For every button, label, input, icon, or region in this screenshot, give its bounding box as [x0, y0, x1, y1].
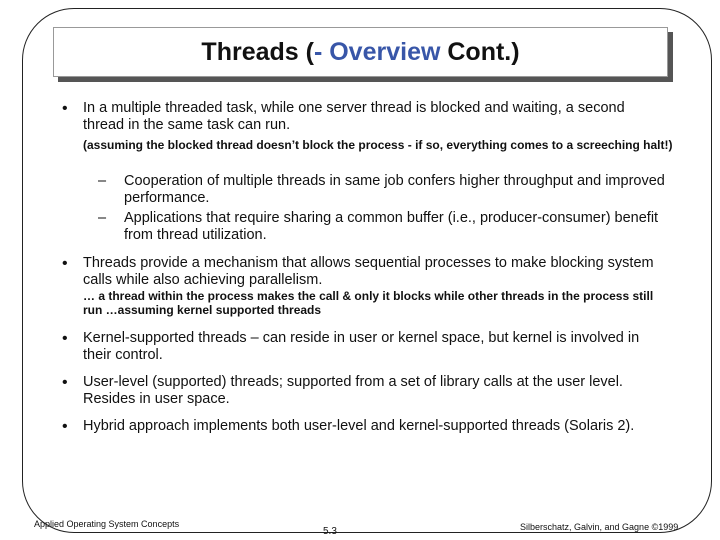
bullet-text: Kernel-supported threads – can reside in user or kernel space, but kernel is involved in their control.	[83, 330, 640, 363]
footer-book-title: Applied Operating System Concepts	[34, 519, 180, 529]
sub-item-text: Cooperation of multiple threads in same job confers higher throughput and improved performance.	[124, 173, 665, 206]
sub-item	[98, 210, 668, 244]
slide-title: Threads (- Overview Cont.)	[201, 37, 520, 66]
bullet-item	[62, 255, 662, 289]
bullet-text: User-level (supported) threads; supported from a set of library calls at the user level. Resides in user space.	[83, 374, 623, 407]
sub-item	[98, 173, 668, 207]
bullet-note: (assuming the blocked thread doesn’t block the process - if so, everything comes to a screeching halt!)	[83, 138, 673, 152]
bullet-icon: •	[62, 374, 68, 391]
title-box	[53, 27, 668, 77]
bullet-item	[62, 330, 662, 364]
bullet-note: … a thread within the process makes the call & only it blocks while other threads in the process still run …assuming kernel supported threads	[83, 289, 654, 317]
bullet-icon: •	[62, 100, 68, 117]
bullet-icon: •	[62, 418, 68, 435]
footer-authors: Silberschatz, Galvin, and Gagne ©1999	[520, 522, 679, 532]
dash-icon: –	[98, 210, 107, 226]
bullet-item	[62, 418, 662, 435]
sub-item-text: Applications that require sharing a common buffer (i.e., producer-consumer) benefit from thread utilization.	[124, 210, 659, 243]
bullet-item	[62, 100, 662, 134]
bullet-text: In a multiple threaded task, while one server thread is blocked and waiting, a second thread in the same task can run.	[83, 100, 625, 133]
bullet-text: Threads provide a mechanism that allows sequential processes to make blocking system calls while also achieving parallelism.	[83, 255, 654, 288]
bullet-text: Hybrid approach implements both user-level and kernel-supported threads (Solaris 2).	[83, 418, 635, 434]
dash-icon: –	[98, 173, 107, 189]
bullet-item	[62, 374, 662, 408]
footer-page-number: 5.3	[323, 526, 337, 537]
bullet-icon: •	[62, 255, 68, 272]
bullet-icon: •	[62, 330, 68, 347]
